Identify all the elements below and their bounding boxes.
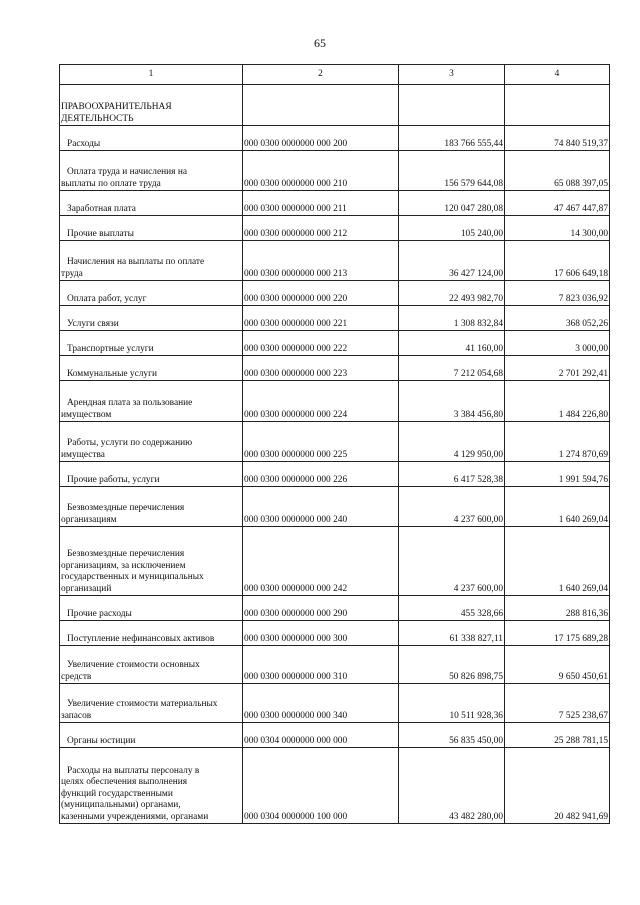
row-col3-cell: 105 240,00 [399, 216, 505, 241]
row-name-line: (муниципальными) органами, [61, 800, 181, 810]
table-row [60, 684, 610, 723]
row-name-cell [60, 306, 243, 331]
row-name-cell [60, 596, 243, 621]
row-col4-cell: 65 088 397,05 [505, 151, 610, 191]
table-row [60, 621, 610, 646]
table-row [60, 216, 610, 241]
section-title-cell [60, 85, 243, 126]
row-name-cell [60, 331, 243, 356]
table-row [60, 306, 610, 331]
row-name-line: Оплата труда и начисления на [67, 167, 188, 177]
row-name-line: Прочие расходы [67, 608, 132, 619]
row-name-line: Начисления на выплаты по оплате [67, 257, 205, 267]
row-name-line: Транспортные услуги [67, 343, 154, 354]
row-name-line: функций государственными [61, 788, 173, 799]
row-col3-cell: 56 835 450,00 [399, 723, 505, 748]
empty-cell [399, 85, 505, 126]
row-name-line: организациям [61, 514, 117, 525]
row-code-cell: 000 0300 0000000 000 224 [243, 381, 399, 422]
row-name-line: Работы, услуги по содержанию [67, 438, 193, 448]
row-col4-cell: 3 000,00 [505, 331, 610, 356]
row-name-cell [60, 748, 243, 824]
row-col4-cell: 7 823 036,92 [505, 281, 610, 306]
row-name-cell [60, 241, 243, 281]
row-col3-cell: 50 826 898,75 [399, 646, 505, 684]
row-name-line: организаций [61, 583, 112, 594]
row-name-cell [60, 723, 243, 748]
row-col3-cell: 7 212 054,68 [399, 356, 505, 381]
table-row [60, 331, 610, 356]
row-col3-cell: 61 338 827,11 [399, 621, 505, 646]
row-col3-cell: 4 237 600,00 [399, 527, 505, 596]
row-code-cell: 000 0300 0000000 000 300 [243, 621, 399, 646]
row-name-cell [60, 216, 243, 241]
row-name-line: имущества [61, 449, 105, 460]
table-row [60, 723, 610, 748]
section-title-line: ПРАВООХРАНИТЕЛЬНАЯ [61, 102, 172, 112]
empty-cell [243, 85, 399, 126]
row-name-cell [60, 151, 243, 191]
row-code-cell: 000 0300 0000000 000 240 [243, 487, 399, 527]
column-header-3: 3 [399, 65, 505, 85]
row-code-cell: 000 0300 0000000 000 242 [243, 527, 399, 596]
row-col4-cell: 1 484 226,80 [505, 381, 610, 422]
row-name-line: Прочие выплаты [67, 228, 134, 239]
row-name-line: Коммунальные услуги [67, 368, 157, 379]
row-col4-cell: 368 052,26 [505, 306, 610, 331]
row-code-cell: 000 0300 0000000 000 221 [243, 306, 399, 331]
row-name-line: выплаты по оплате труда [61, 178, 161, 189]
row-col4-cell: 2 701 292,41 [505, 356, 610, 381]
row-code-cell: 000 0300 0000000 000 225 [243, 422, 399, 462]
row-name-line: Оплата работ, услуг [67, 293, 147, 304]
row-col4-cell: 1 274 870,69 [505, 422, 610, 462]
row-col4-cell: 74 840 519,37 [505, 126, 610, 151]
row-col4-cell: 9 650 450,61 [505, 646, 610, 684]
row-name-cell [60, 191, 243, 216]
table-row [60, 646, 610, 684]
row-name-line: Безвозмездные перечисления [67, 503, 185, 513]
row-name-line: Органы юстиции [67, 735, 136, 746]
row-col4-cell: 7 525 238,67 [505, 684, 610, 723]
table-header-row [60, 65, 610, 85]
row-col3-cell: 4 129 950,00 [399, 422, 505, 462]
row-code-cell: 000 0304 0000000 000 000 [243, 723, 399, 748]
column-header-2: 2 [243, 65, 399, 85]
row-name-line: Прочие работы, услуги [67, 474, 160, 485]
row-name-line: Расходы на выплаты персоналу в [67, 765, 200, 776]
row-code-cell: 000 0300 0000000 000 223 [243, 356, 399, 381]
row-col4-cell: 17 175 689,28 [505, 621, 610, 646]
row-code-cell: 000 0300 0000000 000 211 [243, 191, 399, 216]
row-col3-cell: 10 511 928,36 [399, 684, 505, 723]
row-col4-cell: 14 300,00 [505, 216, 610, 241]
row-name-line: государственных и муниципальных [61, 572, 204, 582]
row-name-line: труда [61, 268, 83, 279]
table-row [60, 241, 610, 281]
row-col3-cell: 183 766 555,44 [399, 126, 505, 151]
table-row [60, 381, 610, 422]
row-col3-cell: 3 384 456,80 [399, 381, 505, 422]
row-col3-cell: 6 417 528,38 [399, 462, 505, 487]
row-col3-cell: 43 482 280,00 [399, 748, 505, 824]
row-col3-cell: 156 579 644,08 [399, 151, 505, 191]
column-header-4: 4 [505, 65, 610, 85]
row-col3-cell: 1 308 832,84 [399, 306, 505, 331]
column-header-1: 1 [60, 65, 243, 85]
row-name-cell [60, 126, 243, 151]
row-col4-cell: 47 467 447,87 [505, 191, 610, 216]
table-row [60, 748, 610, 824]
table-row [60, 191, 610, 216]
section-title-row [60, 85, 610, 126]
row-name-cell [60, 487, 243, 527]
row-name-cell [60, 621, 243, 646]
page-number: 65 [314, 36, 326, 50]
row-name-line: казенными учреждениями, органами [61, 811, 209, 822]
row-name-line: запасов [61, 710, 92, 721]
row-col4-cell: 17 606 649,18 [505, 241, 610, 281]
row-name-cell [60, 356, 243, 381]
empty-cell [505, 85, 610, 126]
table-row [60, 487, 610, 527]
table-row [60, 126, 610, 151]
row-name-cell [60, 381, 243, 422]
row-col4-cell: 1 640 269,04 [505, 487, 610, 527]
row-name-line: Расходы [67, 138, 101, 149]
row-code-cell: 000 0300 0000000 000 220 [243, 281, 399, 306]
row-code-cell: 000 0304 0000000 100 000 [243, 748, 399, 824]
table-row [60, 422, 610, 462]
row-name-cell [60, 646, 243, 684]
row-code-cell: 000 0300 0000000 000 226 [243, 462, 399, 487]
row-name-line: имуществом [61, 409, 112, 420]
table-row [60, 462, 610, 487]
row-name-cell [60, 281, 243, 306]
table-row [60, 596, 610, 621]
row-col3-cell: 36 427 124,00 [399, 241, 505, 281]
row-col4-cell: 288 816,36 [505, 596, 610, 621]
row-name-line: Увеличение стоимости основных [67, 660, 200, 670]
row-col3-cell: 22 493 982,70 [399, 281, 505, 306]
row-name-line: Услуги связи [67, 318, 119, 329]
row-code-cell: 000 0300 0000000 000 212 [243, 216, 399, 241]
row-name-line: Безвозмездные перечисления [67, 549, 185, 559]
table-row [60, 281, 610, 306]
row-name-line: организациям, за исключением [61, 560, 186, 571]
row-col3-cell: 120 047 280,08 [399, 191, 505, 216]
row-col3-cell: 4 237 600,00 [399, 487, 505, 527]
row-name-cell [60, 462, 243, 487]
table-row [60, 151, 610, 191]
row-col3-cell: 41 160,00 [399, 331, 505, 356]
row-name-line: целях обеспечения выполнения [61, 777, 188, 787]
row-name-line: Поступление нефинансовых активов [67, 633, 215, 644]
row-code-cell: 000 0300 0000000 000 290 [243, 596, 399, 621]
row-name-line: Арендная плата за пользование [67, 398, 193, 408]
table-row [60, 527, 610, 596]
row-col4-cell: 1 640 269,04 [505, 527, 610, 596]
section-title-line: ДЕЯТЕЛЬНОСТЬ [61, 113, 134, 124]
row-code-cell: 000 0300 0000000 000 200 [243, 126, 399, 151]
row-name-cell [60, 527, 243, 596]
row-name-cell [60, 422, 243, 462]
row-code-cell: 000 0300 0000000 000 213 [243, 241, 399, 281]
row-name-line: Увеличение стоимости материальных [67, 699, 218, 709]
row-col4-cell: 1 991 594,76 [505, 462, 610, 487]
table-row [60, 356, 610, 381]
row-name-line: Заработная плата [67, 203, 136, 214]
row-col4-cell: 25 288 781,15 [505, 723, 610, 748]
row-col4-cell: 20 482 941,69 [505, 748, 610, 824]
row-name-cell [60, 684, 243, 723]
row-code-cell: 000 0300 0000000 000 222 [243, 331, 399, 356]
row-code-cell: 000 0300 0000000 000 310 [243, 646, 399, 684]
row-code-cell: 000 0300 0000000 000 210 [243, 151, 399, 191]
row-code-cell: 000 0300 0000000 000 340 [243, 684, 399, 723]
row-col3-cell: 455 328,66 [399, 596, 505, 621]
row-name-line: средств [61, 671, 92, 682]
budget-table [59, 64, 610, 824]
